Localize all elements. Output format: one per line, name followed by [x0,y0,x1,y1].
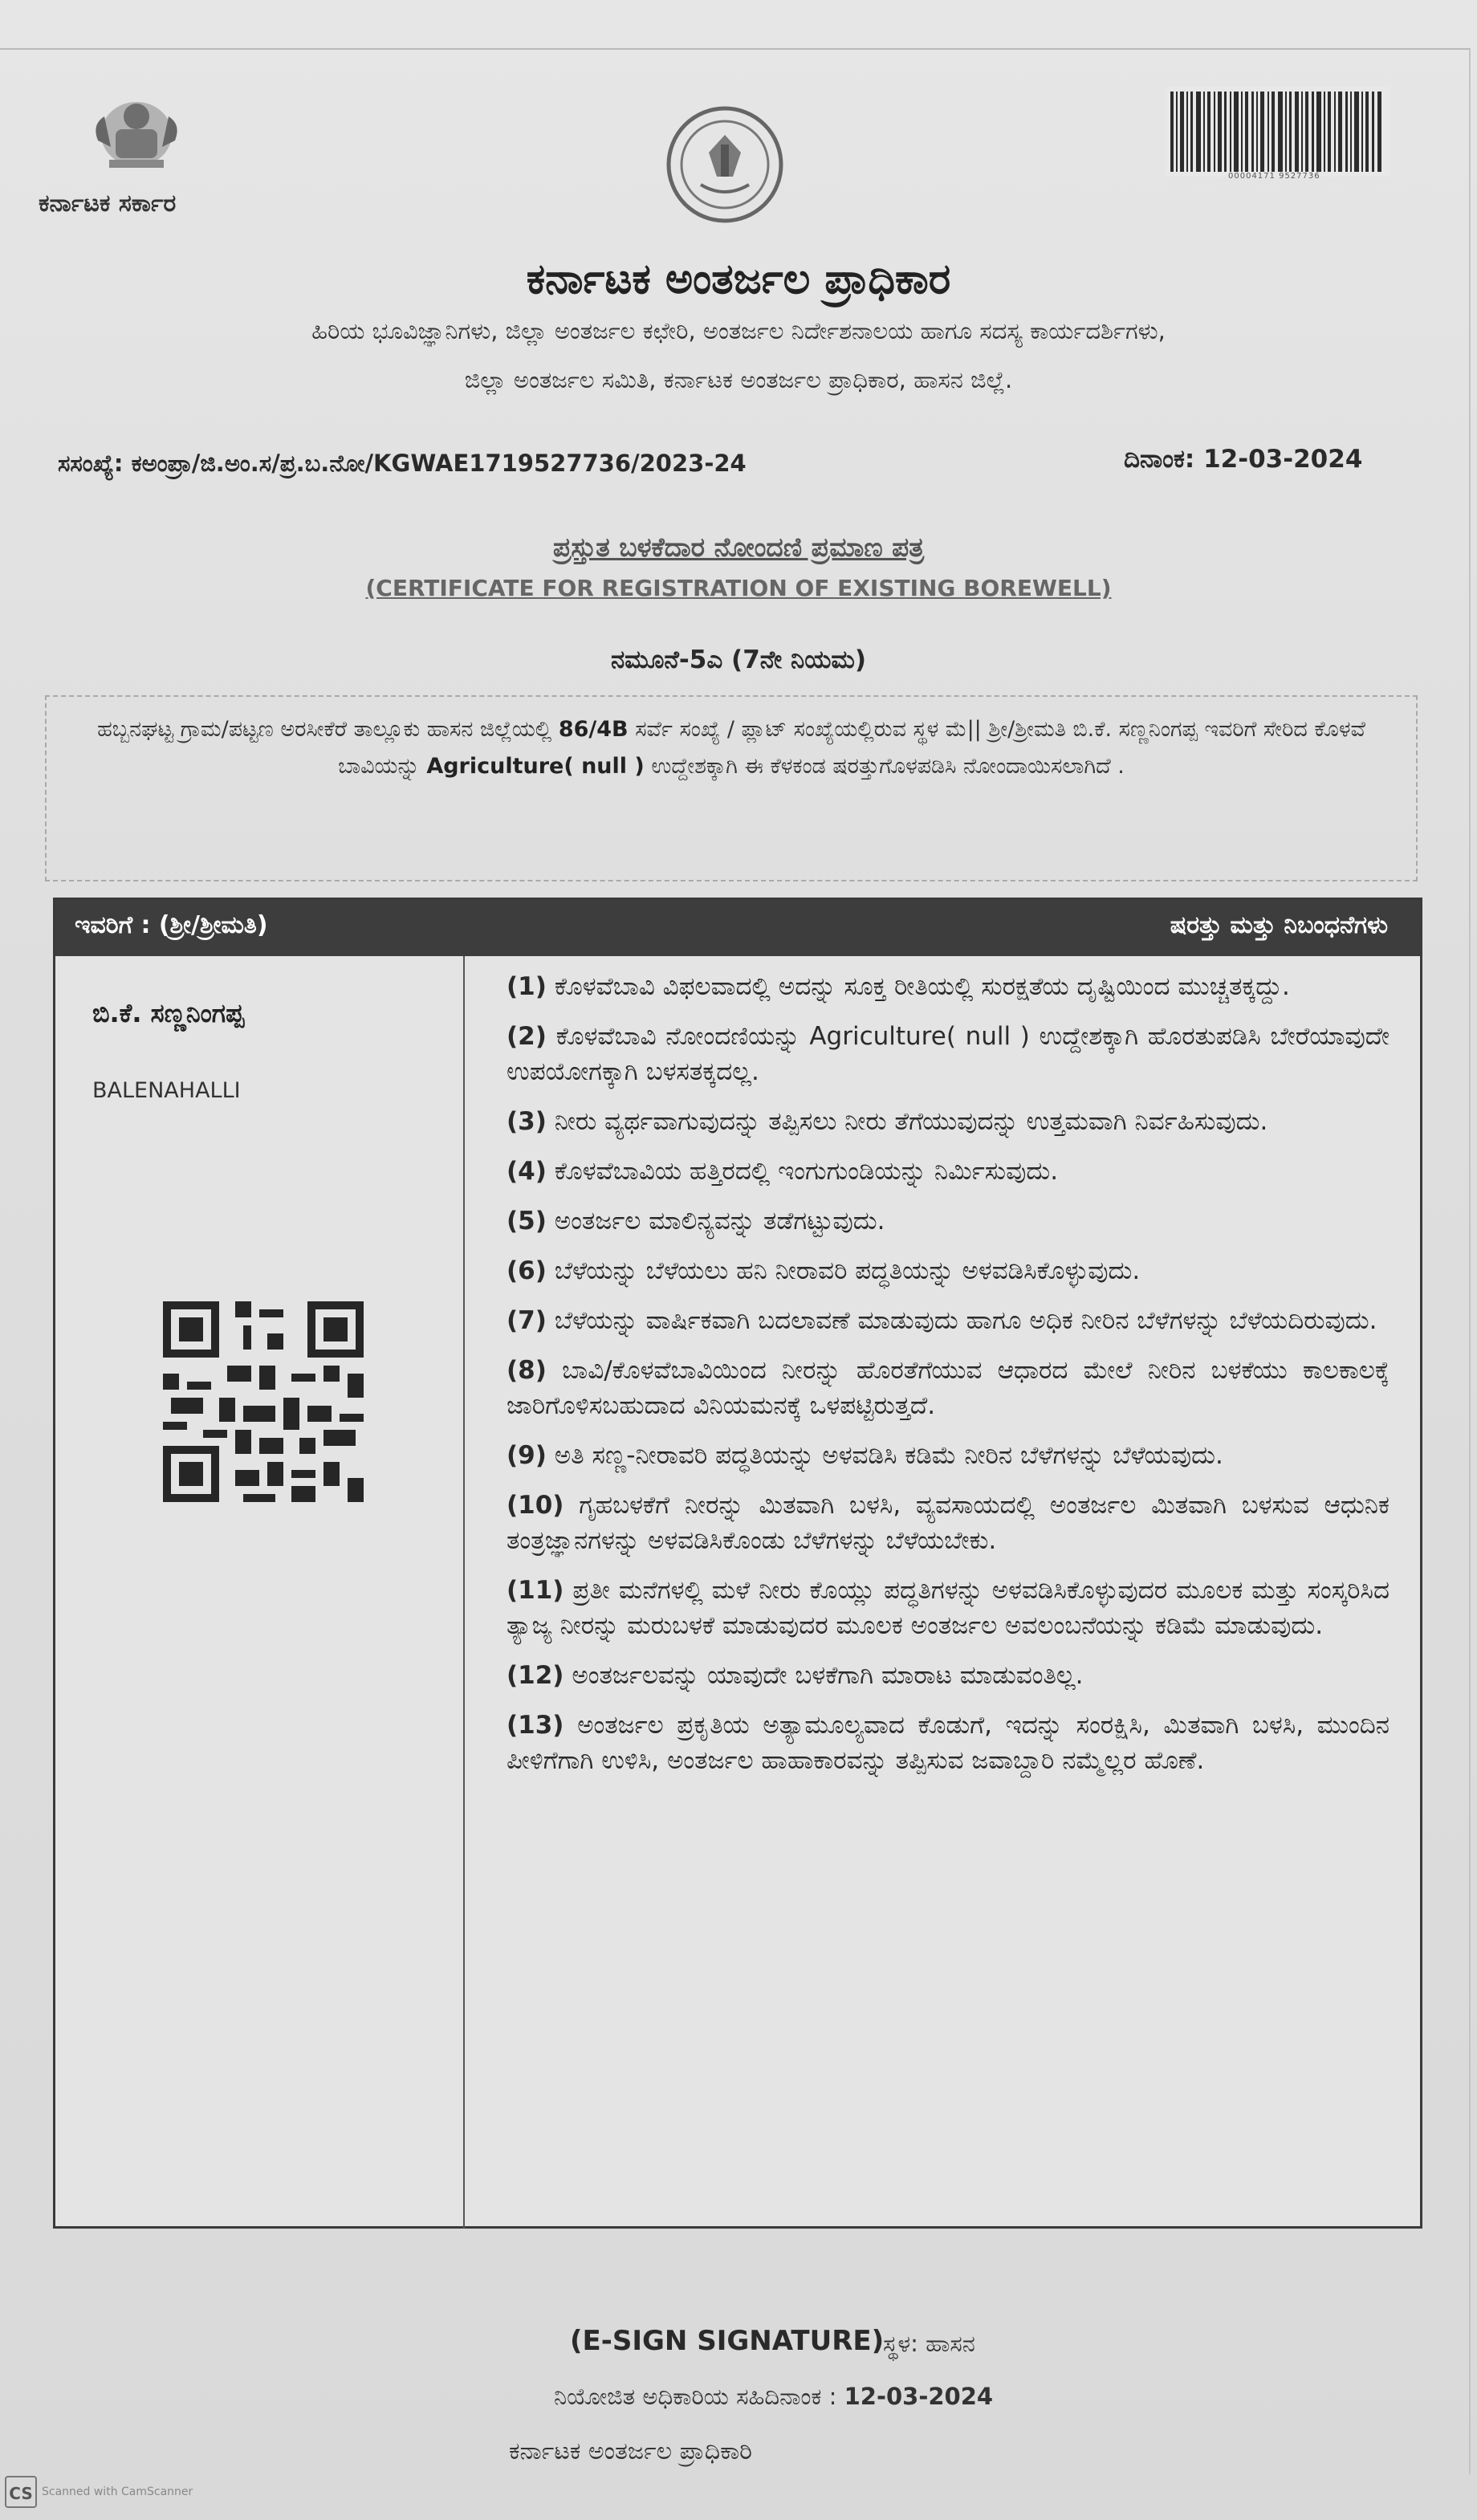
condition-item: (7) ಬೆಳೆಯನ್ನು ವಾರ್ಷಿಕವಾಗಿ ಬದಲಾವಣೆ ಮಾಡುವುದು ಹಾಗೂ ಅಧಿಕ ನೀರಿನ ಬೆಳೆಗಳನ್ನು ಬೆಳೆಯದಿರುವುದು. [507,1306,1377,1335]
intro-part-2: ಸರ್ವೆ ಸಂಖ್ಯೆ / ಪ್ಲಾಟ್ ಸಂಖ್ಯೆಯಲ್ಲಿರುವ ಸ್ಥಳ ಮೆ|| ಶ್ರೀ/ಶ್ರೀಮತಿ ಬಿ.ಕೆ. ಸಣ್ಣನಿಂಗಪ್ಪ ಇವರಿಗೆ ಸೇರಿದ ಕೊಳವೆ ಬಾವಿಯನ್ನು [338,717,1365,779]
officer-date: 12-03-2024 [844,2383,994,2410]
barcode-number: 00004171 9527736 [1228,172,1320,181]
condition-item: (9) ಅತಿ ಸಣ್ಣ-ನೀರಾವರಿ ಪದ್ಧತಿಯನ್ನು ಅಳವಡಿಸಿ ಕಡಿಮೆ ನೀರಿನ ಬೆಳೆಗಳನ್ನು ಬೆಳೆಯವುದು. [507,1441,1223,1470]
barcode [1166,87,1390,177]
owner-column-header: ಇವರಿಗೆ : (ಶ್ರೀ/ಶ್ರೀಮತಿ) [75,911,268,939]
purpose: Agriculture( null ) [426,754,645,779]
date-label: ದಿನಾಂಕ: [1124,445,1195,474]
conditions-column-header: ಷರತ್ತು ಮತ್ತು ನಿಬಂಧನೆಗಳು [1170,911,1388,939]
form-number: ನಮೂನೆ-5ಎ (7ನೇ ನಿಯಮ) [610,645,867,674]
owner-name: ಬಿ.ಕೆ. ಸಣ್ಣನಿಂಗಪ್ಪ [92,998,245,1028]
registration-statement [45,695,1418,881]
place: ಸ್ಥಳ: ಹಾಸನ [883,2330,975,2357]
certificate-title-english: (CERTIFICATE FOR REGISTRATION OF EXISTING BOREWELL) [365,575,1112,601]
camscanner-logo-icon: CS [5,2476,37,2508]
table-header [55,900,1420,956]
qr-code [163,1301,364,1502]
subtitle-line-2: ಜಿಲ್ಲಾ ಅಂತರ್ಜಲ ಸಮಿತಿ, ಕರ್ನಾಟಕ ಅಂತರ್ಜಲ ಪ್ರಾಧಿಕಾರ, ಹಾಸನ ಜಿಲ್ಲೆ. [464,366,1013,393]
officer-signature-date [554,2383,993,2411]
condition-item: (11) ಪ್ರತೀ ಮನೆಗಳಲ್ಲಿ ಮಳೆ ನೀರು ಕೊಯ್ಲು ಪದ್ಧತಿಗಳನ್ನು ಅಳವಡಿಸಿಕೊಳ್ಳುವುದರ ಮೂಲಕ ಮತ್ತು ಸಂಸ್ಕರಿಸಿದ ತ್ಯಾಜ್ಯ ನೀರನ್ನು ಮರುಬಳಕೆ ಮಾಡುವುದರ ಮೂಲಕ ಅಂತರ್ಜಲ ಅವಲಂಬನೆಯನ್ನು ಕಡಿಮೆ ಮಾಡುವುದು. [507,1576,1390,1640]
issue-date [1124,445,1362,474]
karnataka-emblem-icon [80,84,193,181]
condition-item: (12) ಅಂತರ್ಜಲವನ್ನು ಯಾವುದೇ ಬಳಕೆಗಾಗಿ ಮಾರಾಟ ಮಾಡುವಂತಿಲ್ಲ. [507,1661,1084,1690]
condition-item: (10) ಗೃಹಬಳಕೆಗೆ ನೀರನ್ನು ಮಿತವಾಗಿ ಬಳಸಿ, ವ್ಯವಸಾಯದಲ್ಲಿ ಅಂತರ್ಜಲ ಮಿತವಾಗಿ ಬಳಸುವ ಆಧುನಿಕ ತಂತ್ರಜ್ಞಾನಗಳನ್ನು ಅಳವಡಿಸಿಕೊಂಡು ಬೆಳೆಗಳನ್ನು ಬೆಳೆಯಬೇಕು. [507,1491,1390,1555]
condition-item: (5) ಅಂತರ್ಜಲ ಮಾಲಿನ್ಯವನ್ನು ತಡೆಗಟ್ಟುವುದು. [507,1207,885,1236]
esign-signature: (E-SIGN SIGNATURE) [570,2325,885,2357]
scanner-watermark: Scanned with CamScanner [42,2485,193,2498]
authority-name: ಕರ್ನಾಟಕ ಅಂತರ್ಜಲ ಪ್ರಾಧಿಕಾರಿ [509,2437,753,2465]
condition-item: (2) ಕೊಳವೆಬಾವಿ ನೋಂದಣಿಯನ್ನು Agriculture( null ) ಉದ್ದೇಶಕ್ಕಾಗಿ ಹೊರತುಪಡಿಸಿ ಬೇರೆಯಾವುದೇ ಉಪಯೋಗಕ್ಕಾಗಿ ಬಳಸತಕ್ಕದಲ್ಲ. [507,1022,1390,1086]
conditions-list [507,969,1390,1793]
survey-number: 86/4B [558,717,629,742]
village-name: BALENAHALLI [92,1078,241,1103]
intro-part-3: ಉದ್ದೇಶಕ್ಕಾಗಿ ಈ ಕೆಳಕಂಡ ಷರತ್ತುಗೊಳಪಡಿಸಿ ನೋಂದಾಯಿಸಲಾಗಿದೆ . [651,754,1125,779]
condition-item: (3) ನೀರು ವ್ಯರ್ಥವಾಗುವುದನ್ನು ತಪ್ಪಿಸಲು ನೀರು ತೆಗೆಯುವುದನ್ನು ಉತ್ತಮವಾಗಿ ನಿರ್ವಹಿಸುವುದು. [507,1107,1268,1136]
condition-item: (13) ಅಂತರ್ಜಲ ಪ್ರಕೃತಿಯ ಅತ್ಯಾಮೂಲ್ಯವಾದ ಕೊಡುಗೆ, ಇದನ್ನು ಸಂರಕ್ಷಿಸಿ, ಮಿತವಾಗಿ ಬಳಸಿ, ಮುಂದಿನ ಪೀಳಿಗೆಗಾಗಿ ಉಳಿಸಿ, ಅಂತರ್ಜಲ ಹಾಹಾಕಾರವನ್ನು ತಪ್ಪಿಸುವ ಜವಾಬ್ದಾರಿ ನಮ್ಮೆಲ್ಲರ ಹೊಣೆ. [507,1711,1390,1775]
date-value: 12-03-2024 [1203,445,1363,474]
column-divider [463,956,465,2229]
condition-item: (8) ಬಾವಿ/ಕೊಳವೆಬಾವಿಯಿಂದ ನೀರನ್ನು ಹೊರತೆಗೆಯುವ ಆಧಾರದ ಮೇಲೆ ನೀರಿನ ಬಳಕೆಯು ಕಾಲಕಾಲಕ್ಕೆ ಜಾರಿಗೊಳಿಸಬಹುದಾದ ವಿನಿಯಮನಕ್ಕೆ ಒಳಪಟ್ಟಿರುತ್ತದೆ. [507,1356,1390,1420]
govt-label: ಕರ್ನಾಟಕ ಸರ್ಕಾರ [39,189,177,218]
reference-number: ಸಸಂಖ್ಯೆ: ಕಅಂಪ್ರಾ/ಜಿ.ಅಂ.ಸ/ಪ್ರ.ಬ.ನೋ/KGWAE1719527736/2023-24 [58,450,747,477]
condition-item: (4) ಕೊಳವೆಬಾವಿಯ ಹತ್ತಿರದಲ್ಲಿ ಇಂಗುಗುಂಡಿಯನ್ನು ನಿರ್ಮಿಸುವುದು. [507,1157,1059,1186]
page-title: ಕರ್ನಾಟಕ ಅಂತರ್ಜಲ ಪ್ರಾಧಿಕಾರ [526,255,951,303]
authority-seal-icon [665,104,785,225]
officer-label: ನಿಯೋಜಿತ ಅಧಿಕಾರಿಯ ಸಹಿದಿನಾಂಕ : [554,2383,837,2410]
certificate-title-kannada: ಪ್ರಸ್ತುತ ಬಳಕೆದಾರ ನೋಂದಣಿ ಪ್ರಮಾಣ ಪತ್ರ [552,531,925,563]
condition-item: (1) ಕೊಳವೆಬಾವಿ ವಿಫಲವಾದಲ್ಲಿ ಅದನ್ನು ಸೂಕ್ತ ರೀತಿಯಲ್ಲಿ ಸುರಕ್ಷತೆಯ ದೃಷ್ಟಿಯಿಂದ ಮುಚ್ಚತಕ್ಕದ್ದು. [507,972,1290,1001]
condition-item: (6) ಬೆಳೆಯನ್ನು ಬೆಳೆಯಲು ಹನಿ ನೀರಾವರಿ ಪದ್ಧತಿಯನ್ನು ಅಳವಡಿಸಿಕೊಳ್ಳುವುದು. [507,1256,1141,1285]
subtitle-line-1: ಹಿರಿಯ ಭೂವಿಜ್ಞಾನಿಗಳು, ಜಿಲ್ಲಾ ಅಂತರ್ಜಲ ಕಛೇರಿ, ಅಂತರ್ಜಲ ನಿರ್ದೇಶನಾಲಯ ಹಾಗೂ ಸದಸ್ಯ ಕಾರ್ಯದರ್ಶಿಗಳು, [311,317,1166,344]
conditions-table [53,898,1422,2229]
intro-part-1: ಹಬ್ಬನಘಟ್ಟ ಗ್ರಾಮ/ಪಟ್ಟಣ ಅರಸೀಕೆರೆ ತಾಲ್ಲೂಕು ಹಾಸನ ಜಿಲ್ಲೆಯಲ್ಲಿ [97,717,552,742]
